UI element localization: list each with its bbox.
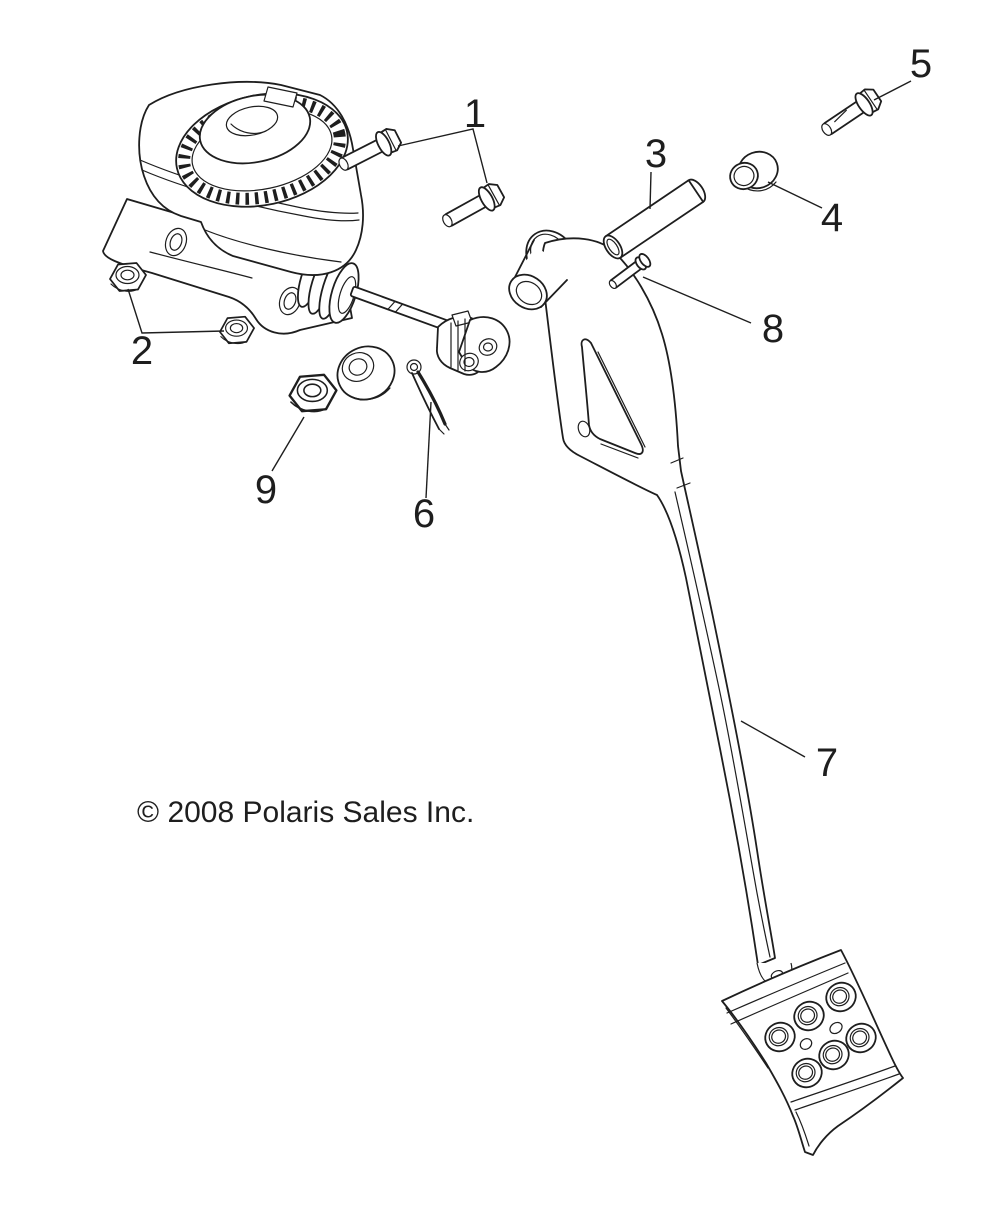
callout-8: 8 <box>761 307 785 351</box>
cotter-pin <box>407 360 449 434</box>
callout-5: 5 <box>909 42 933 86</box>
leader-line-9 <box>272 417 304 471</box>
callout-6: 6 <box>412 492 436 536</box>
leader-line-4 <box>768 182 822 208</box>
leader-line-1 <box>398 129 487 183</box>
leader-line-6 <box>426 402 431 498</box>
pushrod-grommet <box>329 337 404 409</box>
mount-nut-a <box>110 263 146 291</box>
leader-line-3 <box>650 172 651 209</box>
pedal-pad <box>722 950 903 1155</box>
callout-7: 7 <box>815 741 839 785</box>
pushrod-flange-nut <box>290 375 337 412</box>
callout-9: 9 <box>254 468 278 512</box>
callout-1: 1 <box>463 92 487 136</box>
leader-line-7 <box>741 721 805 757</box>
mount-nut-b <box>220 317 254 344</box>
pushrod-clevis <box>437 311 510 375</box>
leader-line-5 <box>874 81 911 100</box>
pivot-bolt <box>816 85 884 143</box>
leader-line-2 <box>128 289 224 333</box>
copyright-notice: © 2008 Polaris Sales Inc. <box>137 796 475 829</box>
leader-line-8 <box>643 277 751 323</box>
brake-pedal-arm <box>502 221 775 965</box>
pivot-bushing <box>726 146 783 194</box>
callout-4: 4 <box>820 196 844 240</box>
pivot-tube <box>600 176 709 261</box>
mount-bolt-b <box>438 180 507 234</box>
callout-2: 2 <box>130 329 154 373</box>
callout-3: 3 <box>644 132 668 176</box>
